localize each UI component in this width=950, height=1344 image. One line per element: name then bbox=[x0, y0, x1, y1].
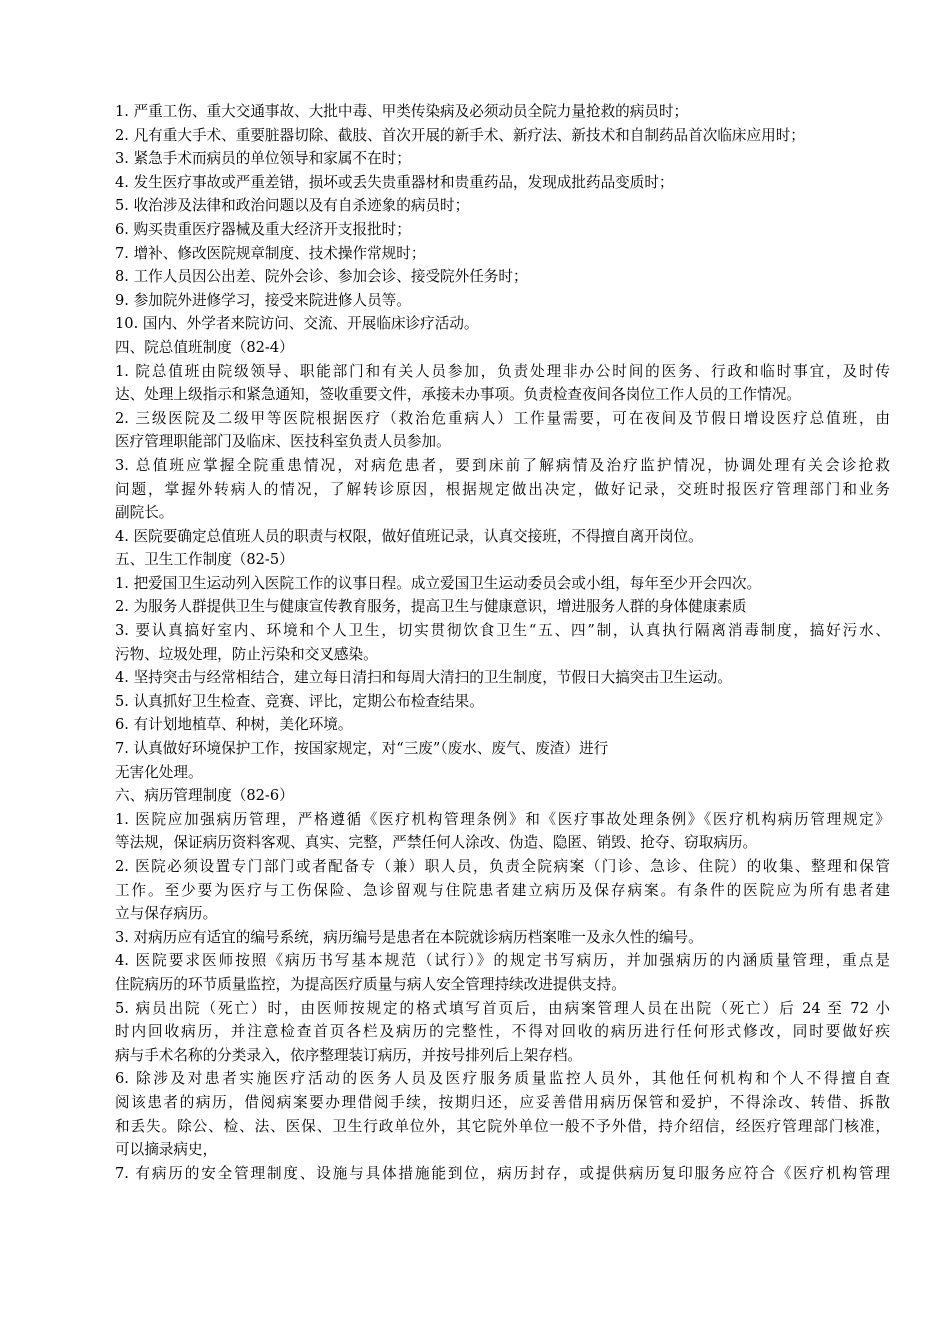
text-line: 副院长。 bbox=[115, 504, 174, 522]
text-line: 四、院总值班制度（82-4） bbox=[115, 338, 294, 356]
text-line: 3. 要认真搞好室内、环境和个人卫生，切实贯彻饮食卫生“五、四”制，认真执行隔离消毒制度，搞好污水、 bbox=[115, 622, 890, 640]
text-line: 6. 有计划地植草、种树，美化环境。 bbox=[115, 716, 353, 734]
text-line: 1. 把爱国卫生运动列入医院工作的议事日程。成立爱国卫生运动委员会或小组，每年至少开会四次。 bbox=[115, 574, 762, 592]
text-line: 4. 坚持突击与经常相结合，建立每日清扫和每周大清扫的卫生制度，节假日大搞突击卫生运动。 bbox=[115, 669, 732, 687]
text-line: 4. 医院要求医师按照《病历书写基本规范（试行）》的规定书写病历，并加强病历的内涵质量管理，重点是 bbox=[115, 952, 890, 970]
text-line: 1. 院总值班由院级领导、职能部门和有关人员参加，负责处理非办公时间的医务、行政和临时事宜，及时传 bbox=[115, 362, 890, 380]
text-line: 时内回收病历，并注意检查首页各栏及病历的完整性，不得对回收的病历进行任何形式修改，同时要做好疾 bbox=[115, 1023, 890, 1041]
text-line: 2. 凡有重大手术、重要脏器切除、截肢、首次开展的新手术、新疗法、新技术和自制药品首次临床应用时； bbox=[115, 126, 805, 144]
text-line: 达、处理上级指示和紧急通知，签收重要文件，承接未办事项。负责检查夜间各岗位工作人员的工作情况。 bbox=[115, 386, 801, 404]
text-line: 6. 除涉及对患者实施医疗活动的医务人员及医疗服务质量监控人员外，其他任何机构和个人不得擅自查 bbox=[115, 1070, 890, 1088]
text-line: 2. 医院必须设置专门部门或者配备专（兼）职人员，负责全院病案（门诊、急诊、住院）的收集、整理和保管 bbox=[115, 858, 890, 875]
text-line: 可以摘录病史， bbox=[115, 1141, 218, 1159]
text-line: 无害化处理。 bbox=[115, 763, 203, 781]
text-line: 住院病历的环节质量监控，为提高医疗质量与病人安全管理持续改进提供支持。 bbox=[115, 975, 626, 993]
text-line: 和丢失。除公、检、法、医保、卫生行政单位外，其它院外单位一般不予外借，持介绍信，经医疗管理部门核准， bbox=[115, 1117, 890, 1135]
text-line: 医疗管理职能部门及临床、医技科室负责人员参加。 bbox=[115, 433, 451, 451]
text-line: 阅该患者的病历，借阅病案要办理借阅手续，按期归还，应妥善借用病历保管和爱护，不得涂改、转借、拆散 bbox=[115, 1093, 890, 1111]
text-line: 等法规，保证病历资料客观、真实、完整，严禁任何人涂改、伪造、隐匿、销毁、抢夺、窃取病历。 bbox=[115, 834, 758, 852]
text-line: 7. 增补、修改医院规章制度、技术操作常规时； bbox=[115, 244, 426, 262]
text-line: 3. 总值班应掌握全院重患情况，对病危患者，要到床前了解病情及治疗监护情况，协调处理有关会诊抢救 bbox=[115, 456, 890, 474]
text-line: 9. 参加院外进修学习，接受来院进修人员等。 bbox=[115, 291, 411, 309]
text-line: 五、卫生工作制度（82-5） bbox=[115, 551, 294, 569]
text-line: 2. 三级医院及二级甲等医院根据医疗（救治危重病人）工作量需要，可在夜间及节假日增设医疗总值班，由 bbox=[115, 409, 890, 427]
text-line: 5. 病员出院（死亡）时，由医师按规定的格式填写首页后，由病案管理人员在出院（死亡）后 24 至 72 小 bbox=[115, 999, 890, 1017]
text-line: 7. 有病历的安全管理制度、设施与具体措施能到位，病历封存，或提供病历复印服务应符合《医疗机构管理 bbox=[115, 1164, 890, 1182]
text-line: 10. 国内、外学者来院访问、交流、开展临床诊疗活动。 bbox=[115, 315, 479, 333]
text-line: 六、病历管理制度（82-6） bbox=[115, 787, 294, 805]
text-line: 1. 医院应加强病历管理，严格遵循《医疗机构管理条例》和《医疗事故处理条例》《医疗机构病历管理规定》 bbox=[115, 810, 890, 828]
text-line: 4. 发生医疗事故或严重差错，损坏或丢失贵重器材和贵重药品，发现成批药品变质时； bbox=[115, 173, 674, 191]
text-line: 5. 收治涉及法律和政治问题以及有自杀迹象的病员时； bbox=[115, 197, 470, 215]
text-line: 立与保存病历。 bbox=[115, 905, 218, 923]
text-line: 5. 认真抓好卫生检查、竞赛、评比，定期公布检查结果。 bbox=[115, 692, 484, 710]
document-body bbox=[115, 100, 890, 1185]
text-line: 工作。至少要为医疗与工伤保险、急诊留观与住院患者建立病历及保存病案。有条件的医院应为所有患者建 bbox=[115, 881, 890, 899]
text-line: 3. 对病历应有适宜的编号系统，病历编号是患者在本院就诊病历档案唯一及永久性的编号。 bbox=[115, 928, 703, 946]
text-line: 6. 购买贵重医疗器械及重大经济开支报批时； bbox=[115, 220, 411, 238]
text-line: 1. 严重工伤、重大交通事故、大批中毒、甲类传染病及必须动员全院力量抢救的病员时； bbox=[115, 103, 689, 120]
text-line: 7. 认真做好环境保护工作，按国家规定，对“三废”（废水、废气、废渣）进行 bbox=[115, 740, 609, 758]
text-line: 污物、垃圾处理，防止污染和交叉感染。 bbox=[115, 645, 378, 663]
text-line: 病与手术名称的分类录入，依序整理装订病历，并按号排列后上架存档。 bbox=[115, 1046, 583, 1064]
text-line: 3. 紧急手术而病员的单位领导和家属不在时； bbox=[115, 150, 411, 168]
text-line: 8. 工作人员因公出差、院外会诊、参加会诊、接受院外任务时； bbox=[115, 268, 528, 286]
text-line: 问题，掌握外转病人的情况，了解转诊原因，根据规定做出决定，做好记录，交班时报医疗管理部门和业务 bbox=[115, 480, 890, 498]
text-line: 2. 为服务人群提供卫生与健康宣传教育服务，提高卫生与健康意识，增进服务人群的身体健康素质 bbox=[115, 598, 747, 616]
text-line: 4. 医院要确定总值班人员的职责与权限，做好值班记录，认真交接班，不得擅自离开岗位。 bbox=[115, 527, 703, 545]
